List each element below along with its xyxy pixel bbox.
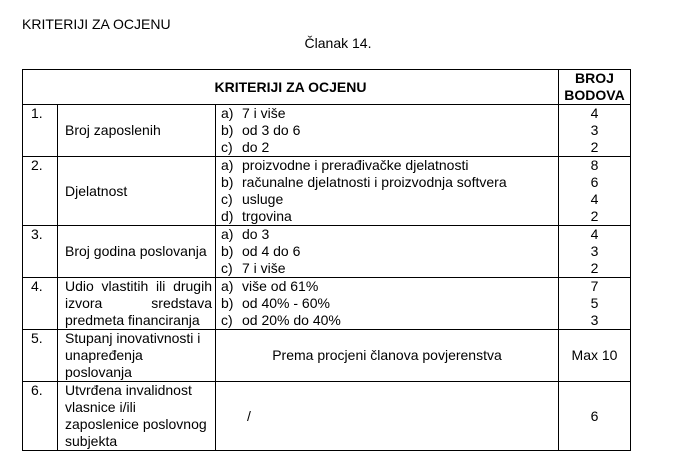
option-points: 6 <box>559 382 631 451</box>
option-points: 4 <box>590 226 599 242</box>
row-number: 6. <box>23 382 58 451</box>
criterion-label: Udio vlastitih ili drugih izvora sredstava predmeta financiranja <box>58 278 216 330</box>
option-text: do 2 <box>242 139 270 155</box>
row-number: 4. <box>23 278 58 330</box>
option-points: 2 <box>590 139 599 155</box>
option-text: 7 i više <box>242 105 286 121</box>
table-row <box>23 382 631 451</box>
option-letter: d) <box>221 208 234 224</box>
option-letter: a) <box>221 157 234 173</box>
list-item <box>221 226 558 243</box>
points-cell <box>559 157 631 226</box>
points-cell <box>559 105 631 157</box>
points-header-line1: BROJ <box>575 70 614 86</box>
option-points: 6 <box>590 174 599 190</box>
options-cell <box>216 157 559 226</box>
option-points: 2 <box>590 260 599 276</box>
row-number: 3. <box>23 226 58 278</box>
option-letter: b) <box>221 174 234 190</box>
list-item <box>221 157 558 174</box>
option-points: 5 <box>590 295 599 311</box>
option-letter: c) <box>221 260 233 276</box>
criterion-label: Utvrđena invalidnost vlasnice i/ili zaposlenice poslovnog subjekta <box>58 382 216 451</box>
option-text: od 40% - 60% <box>242 295 330 311</box>
option-points: 7 <box>590 278 599 294</box>
table-row <box>23 105 631 157</box>
article-number: Članak 14. <box>304 35 372 51</box>
criterion-label: Broj godina poslovanja <box>58 226 216 278</box>
table-header-row <box>23 70 631 105</box>
option-points: 3 <box>590 312 599 328</box>
table-row <box>23 330 631 382</box>
table-row <box>23 278 631 330</box>
option-text: usluge <box>242 191 284 207</box>
criterion-label: Djelatnost <box>58 157 216 226</box>
list-item <box>221 105 558 122</box>
row-number: 5. <box>23 330 58 382</box>
option-letter: c) <box>221 312 233 328</box>
option-points: 2 <box>590 208 599 224</box>
option-text: računalne djelatnosti i proizvodnja softvera <box>242 174 507 190</box>
option-letter: a) <box>221 226 234 242</box>
points-header <box>559 70 631 105</box>
list-item <box>221 243 558 260</box>
points-cell <box>559 226 631 278</box>
evaluation-text: Prema procjeni članova povjerenstva <box>216 330 559 382</box>
option-points: 3 <box>590 243 599 259</box>
list-item <box>221 208 558 225</box>
option-text: od 20% do 40% <box>242 312 341 328</box>
option-points: 4 <box>590 105 599 121</box>
option-points: 4 <box>590 191 599 207</box>
option-letter: a) <box>221 105 234 121</box>
list-item <box>221 312 558 329</box>
table-row <box>23 157 631 226</box>
option-text: trgovina <box>242 208 292 224</box>
option-points: Max 10 <box>559 330 631 382</box>
options-cell <box>216 226 559 278</box>
list-item <box>221 191 558 208</box>
points-header-line2: BODOVA <box>564 87 625 103</box>
list-item <box>221 174 558 191</box>
criterion-label: Stupanj inovativnosti i unapređenja poslovanja <box>58 330 216 382</box>
document-heading: KRITERIJI ZA OCJENU <box>22 16 171 32</box>
criterion-label: Broj zaposlenih <box>58 105 216 157</box>
list-item <box>221 278 558 295</box>
row-number: 2. <box>23 157 58 226</box>
option-text: više od 61% <box>242 278 319 294</box>
list-item <box>221 260 558 277</box>
option-letter: b) <box>221 295 234 311</box>
option-text: proizvodne i prerađivačke djelatnosti <box>242 157 469 173</box>
option-text: od 4 do 6 <box>242 243 301 259</box>
option-letter: a) <box>221 278 234 294</box>
option-letter: c) <box>221 191 233 207</box>
criteria-table <box>22 69 631 451</box>
row-number: 1. <box>23 105 58 157</box>
option-letter: c) <box>221 139 233 155</box>
option-points: 3 <box>590 122 599 138</box>
table-row <box>23 226 631 278</box>
option-text: do 3 <box>242 226 270 242</box>
options-cell <box>216 278 559 330</box>
list-item <box>221 139 558 156</box>
criteria-header: KRITERIJI ZA OCJENU <box>23 70 559 105</box>
option-letter: b) <box>221 122 234 138</box>
points-cell <box>559 278 631 330</box>
options-cell <box>216 105 559 157</box>
option-points: 8 <box>590 157 599 173</box>
option-text: od 3 do 6 <box>242 122 301 138</box>
option-letter: b) <box>221 243 234 259</box>
list-item <box>221 122 558 139</box>
evaluation-text: / <box>216 382 559 451</box>
list-item <box>221 295 558 312</box>
option-text: 7 i više <box>242 260 286 276</box>
